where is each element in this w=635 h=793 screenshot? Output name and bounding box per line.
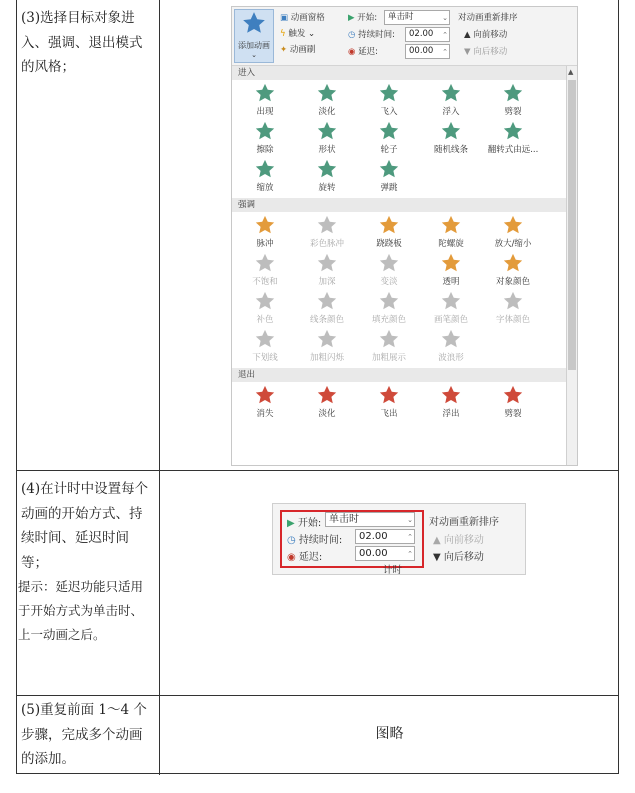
effect-emphasis-item[interactable] (484, 252, 542, 287)
duration-input[interactable]: 02.00 ⌃ (405, 27, 450, 42)
effect-label: 彩色脉冲 (309, 239, 344, 249)
effect-label: 线条颜色 (309, 315, 344, 325)
effect-entrance-item[interactable] (298, 82, 356, 117)
effect-label: 出现 (256, 107, 274, 117)
effect-entrance-item[interactable] (484, 82, 542, 117)
effect-exit-item[interactable] (360, 384, 418, 419)
animation-painter-button[interactable]: ✦ 动画刷 (280, 45, 316, 55)
step-row-3 (17, 0, 618, 470)
effect-entrance-item[interactable] (236, 82, 294, 117)
reorder-title: 对动画重新排序 (458, 13, 518, 23)
effect-label: 跷跷板 (376, 239, 402, 249)
result-text: 图略 (375, 726, 404, 742)
delay-icon: ◉ (287, 552, 296, 563)
timing-panel: ▶ 开始: 单击时 ⌄ ◷ 持续时间: 02.00 ⌃ ◉ 延迟: 00.00 ⌃ 对动画重新排序 ▲ 向前移动 ▼ 向后移动 计时 (272, 503, 526, 575)
effect-label: 劈裂 (504, 409, 522, 419)
timing-reorder-title: 对动画重新排序 (429, 517, 499, 528)
effect-label: 不饱和 (252, 277, 278, 287)
section-header: 退出 (232, 368, 567, 382)
effect-entrance-item[interactable] (422, 82, 480, 117)
effect-exit-item[interactable] (484, 384, 542, 419)
effect-label: 加粗展示 (371, 353, 406, 363)
timing-duration-input[interactable]: 02.00 ⌃ (355, 529, 415, 544)
effect-emphasis-item[interactable] (236, 328, 294, 363)
step-4-text: (4)在计时中设置每个动画的开始方式、持续时间、延迟时间等； (21, 481, 149, 571)
effect-label: 浮入 (442, 107, 460, 117)
effect-entrance-item[interactable] (484, 120, 542, 155)
effect-entrance-item[interactable] (360, 158, 418, 193)
section-header: 强调 (232, 198, 567, 212)
effect-label: 浮出 (442, 409, 460, 419)
pane-icon: ▣ (280, 13, 289, 23)
delay-icon: ◉ (348, 47, 356, 57)
effect-label: 下划线 (252, 353, 278, 363)
effect-label: 波浪形 (438, 353, 464, 363)
effect-emphasis-item[interactable] (484, 214, 542, 249)
effect-entrance-item[interactable] (298, 120, 356, 155)
add-animation-button[interactable]: 添加动画 ⌄ (234, 9, 274, 61)
timing-start-select[interactable]: 单击时 ⌄ (325, 512, 415, 527)
effect-label: 变淡 (380, 277, 398, 287)
effect-gallery (232, 66, 567, 465)
move-earlier-button[interactable]: ▲ 向前移动 (464, 30, 508, 40)
clock-icon: ◷ (348, 30, 356, 40)
effect-label: 消失 (256, 409, 274, 419)
effect-label: 形状 (318, 145, 336, 155)
effect-label: 缩放 (256, 183, 274, 193)
animation-pane-button[interactable]: ▣ 动画窗格 (280, 13, 325, 23)
step-4-tip: 提示：延迟功能只适用于开始方式为单击时、上一动画之后。 (18, 579, 144, 642)
effect-label: 劈裂 (504, 107, 522, 117)
steps-table (16, 0, 619, 774)
effect-entrance-item[interactable] (360, 120, 418, 155)
effect-emphasis-item[interactable] (236, 214, 294, 249)
section-header: 进入 (232, 66, 567, 80)
effect-label: 翻转式由远... (487, 145, 539, 155)
effect-label: 画笔颜色 (433, 315, 468, 325)
effect-label: 轮子 (380, 145, 398, 155)
gallery-scrollbar[interactable]: ▲ (566, 66, 577, 465)
effect-label: 对象颜色 (495, 277, 530, 287)
effect-emphasis-item[interactable] (360, 328, 418, 363)
effect-emphasis-item[interactable] (298, 214, 356, 249)
effect-label: 放大/缩小 (494, 239, 532, 249)
effect-emphasis-item[interactable] (484, 290, 542, 325)
effect-label: 弹跳 (380, 183, 398, 193)
effect-label: 脉冲 (256, 239, 274, 249)
effect-entrance-item[interactable] (422, 120, 480, 155)
delay-input[interactable]: 00.00 ⌃ (405, 44, 450, 59)
step-3-text: (3)选择目标对象进入、强调、退出模式的风格； (21, 10, 143, 75)
effect-label: 飞入 (380, 107, 398, 117)
start-select[interactable]: 单击时 ⌄ (384, 10, 450, 25)
step-row-5 (17, 695, 618, 775)
effect-emphasis-item[interactable] (422, 252, 480, 287)
effect-emphasis-item[interactable] (422, 328, 480, 363)
step-5-text: (5)重复前面 1～4 个步骤，完成多个动画的添加。 (21, 702, 147, 767)
effect-label: 淡化 (318, 107, 336, 117)
timing-move-later[interactable]: ▼ 向后移动 (433, 552, 484, 563)
step-row-4 (17, 470, 618, 696)
effect-label: 淡化 (318, 409, 336, 419)
effect-label: 擦除 (256, 145, 274, 155)
effect-entrance-item[interactable] (236, 120, 294, 155)
timing-delay-input[interactable]: 00.00 ⌃ (355, 546, 415, 561)
move-later-button[interactable]: ▼ 向后移动 (464, 47, 508, 57)
play-icon: ▶ (348, 13, 355, 23)
play-icon: ▶ (287, 518, 295, 529)
effect-emphasis-item[interactable] (360, 252, 418, 287)
lightning-icon: ϟ (280, 29, 286, 39)
effect-label: 陀螺旋 (438, 239, 464, 249)
effect-label: 飞出 (380, 409, 398, 419)
effect-emphasis-item[interactable] (360, 290, 418, 325)
effect-emphasis-item[interactable] (236, 252, 294, 287)
effect-label: 字体颜色 (495, 315, 530, 325)
star-icon (241, 10, 267, 36)
timing-move-earlier[interactable]: ▲ 向前移动 (433, 535, 484, 546)
clock-icon: ◷ (287, 535, 296, 546)
effect-emphasis-item[interactable] (422, 290, 480, 325)
effect-label: 加深 (318, 277, 336, 287)
effect-emphasis-item[interactable] (298, 252, 356, 287)
effect-label: 补色 (256, 315, 274, 325)
effect-label: 填充颜色 (371, 315, 406, 325)
effect-label: 透明 (442, 277, 460, 287)
effect-entrance-item[interactable] (236, 158, 294, 193)
effect-exit-item[interactable] (236, 384, 294, 419)
effect-label: 随机线条 (433, 145, 468, 155)
effect-exit-item[interactable] (422, 384, 480, 419)
effect-entrance-item[interactable] (360, 82, 418, 117)
effect-emphasis-item[interactable] (360, 214, 418, 249)
effect-entrance-item[interactable] (298, 158, 356, 193)
trigger-button[interactable]: ϟ 触发 ⌄ (280, 29, 316, 39)
timing-group-label: 计时 (383, 565, 403, 576)
effect-emphasis-item[interactable] (298, 328, 356, 363)
effect-exit-item[interactable] (298, 384, 356, 419)
brush-icon: ✦ (280, 45, 288, 55)
animation-ribbon: 添加动画 ⌄ ▣ 动画窗格 ϟ 触发 ⌄ ✦ 动画刷 ▶ 开始: 单击时 ⌄ ◷ 持续时间: 02.00 ⌃ ◉ 延迟: 00.00 ⌃ 对动画重新排序 ▲ 向前移动 ▼ 向后移动 (232, 7, 577, 66)
effect-emphasis-item[interactable] (298, 290, 356, 325)
effect-label: 加粗闪烁 (309, 353, 344, 363)
animation-gallery-screenshot (231, 6, 578, 466)
effect-emphasis-item[interactable] (236, 290, 294, 325)
effect-label: 旋转 (318, 183, 336, 193)
effect-emphasis-item[interactable] (422, 214, 480, 249)
